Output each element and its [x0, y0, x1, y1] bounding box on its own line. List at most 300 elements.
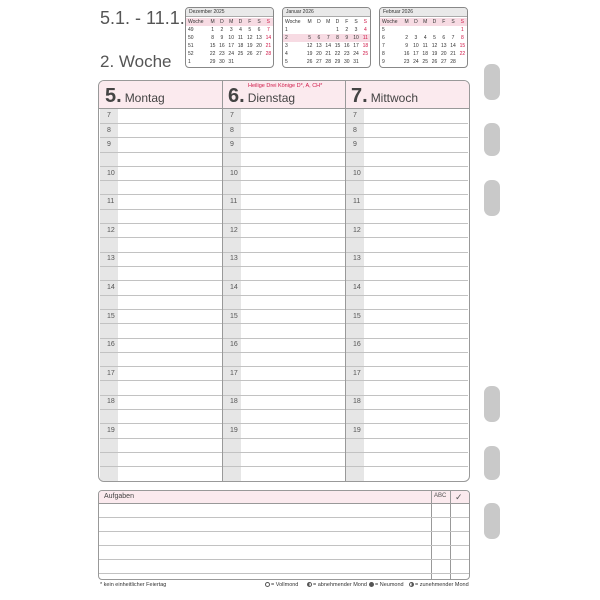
ruled-line	[100, 380, 222, 381]
week-number-cell: 6	[382, 35, 385, 41]
day-cell: D	[317, 19, 321, 25]
footnote: * kein einheitlicher Feiertag	[100, 582, 167, 588]
waxing-moon-icon	[409, 582, 414, 587]
day-cell: 13	[316, 43, 322, 49]
ruled-line	[100, 252, 222, 253]
day-cell: M	[307, 19, 312, 25]
hour-label: 8	[353, 127, 357, 134]
week-number-cell: 1	[188, 59, 191, 65]
day-cell: 27	[440, 59, 447, 65]
week-number-cell: 8	[382, 51, 385, 57]
day-cell	[421, 26, 430, 34]
week-number-cell: 9	[382, 59, 385, 65]
hour-label: 10	[230, 169, 238, 177]
day-cell: 3	[229, 27, 233, 33]
tasks-header	[99, 491, 469, 504]
day-cell: 20	[316, 51, 322, 57]
day-title	[105, 85, 165, 108]
week-planner	[98, 80, 470, 482]
hour-label: 12	[107, 226, 115, 234]
day-cell: S	[354, 19, 358, 25]
task-line[interactable]	[99, 531, 469, 532]
week-number-cell: Woche	[380, 18, 402, 26]
day-cell: 1	[460, 27, 464, 33]
day-cell: D	[430, 18, 439, 26]
week-number-cell: 7	[382, 43, 385, 49]
day-cell: 13	[256, 35, 262, 41]
day-cell: 27	[316, 59, 322, 65]
day-cell: 27	[256, 51, 262, 57]
day-cell: 18	[237, 43, 244, 49]
ruled-line	[100, 395, 222, 396]
ruled-line	[346, 395, 468, 396]
ruled-line	[346, 152, 468, 153]
day-cell: 29	[334, 59, 341, 65]
column-divider	[431, 491, 432, 579]
ruled-line	[346, 295, 468, 296]
column-divider	[222, 81, 223, 481]
ruled-line	[100, 438, 222, 439]
hour-label: 11	[107, 198, 115, 206]
day-cell	[402, 26, 411, 34]
day-cell: 11	[361, 34, 370, 42]
ruled-line	[100, 223, 222, 224]
day-cell: 14	[325, 43, 331, 49]
ruled-line	[346, 309, 468, 310]
ruled-line	[223, 123, 345, 124]
ruled-line	[100, 295, 222, 296]
day-cell: 4	[239, 27, 242, 33]
day-cell: 15	[334, 43, 341, 49]
ruled-line	[346, 280, 468, 281]
day-cell: 19	[306, 51, 313, 57]
ruled-line	[100, 166, 222, 167]
day-cell: 25	[362, 51, 369, 57]
hour-label: 8	[107, 127, 111, 134]
hour-label: 18	[353, 398, 361, 406]
ruled-line	[346, 223, 468, 224]
ruled-line	[346, 252, 468, 253]
ruled-line	[346, 194, 468, 195]
day-cell: M	[326, 19, 331, 25]
column-divider	[345, 81, 346, 481]
day-cell: 17	[228, 43, 234, 49]
hour-label: 19	[230, 427, 238, 434]
ruled-line	[346, 466, 468, 467]
day-cell: S	[264, 18, 273, 26]
ruled-line	[223, 438, 345, 439]
day-cell: 24	[228, 51, 234, 57]
day-number: 7.	[351, 85, 368, 107]
hour-label: 9	[230, 141, 234, 148]
day-cell: 2	[405, 35, 409, 41]
day-cell	[458, 58, 467, 66]
index-tab[interactable]	[484, 64, 500, 100]
hour-label: 11	[353, 198, 361, 206]
ruled-line	[223, 338, 345, 339]
day-cell: 10	[228, 35, 234, 41]
ruled-line	[223, 180, 345, 181]
day-cell: 22	[334, 51, 341, 57]
ruled-line	[223, 295, 345, 296]
hour-label: 15	[353, 312, 361, 320]
ruled-line	[100, 152, 222, 153]
week-number-cell: 50	[188, 35, 194, 41]
day-cell: 13	[440, 43, 447, 49]
ruled-line	[223, 395, 345, 396]
day-cell: 16	[403, 51, 410, 57]
ruled-line	[223, 366, 345, 367]
ruled-line	[100, 423, 222, 424]
day-cell: 26	[431, 59, 438, 65]
day-cell: S	[254, 18, 263, 26]
day-cell: 3	[354, 27, 358, 33]
day-cell: 1	[336, 27, 339, 33]
week-label: 2. Woche	[100, 52, 172, 71]
ruled-line	[223, 194, 345, 195]
day-cell: 9	[220, 35, 224, 41]
mini-calendar	[185, 7, 274, 68]
hour-label: 10	[107, 169, 115, 177]
task-line[interactable]	[99, 559, 469, 560]
day-cell: 16	[343, 43, 350, 49]
ruled-line	[223, 452, 345, 453]
ruled-line	[223, 266, 345, 267]
task-line[interactable]	[99, 573, 469, 574]
date-range: 5.1. - 11.1.	[100, 8, 185, 28]
day-cell: 28	[450, 59, 456, 65]
day-cell: 21	[265, 43, 272, 49]
day-name: Dienstag	[247, 91, 296, 105]
day-cell	[236, 58, 245, 66]
day-cell: S	[458, 18, 467, 26]
index-tab[interactable]	[484, 123, 500, 156]
priority-column-label: ABC	[434, 493, 447, 499]
legend-label: = Vollmond	[271, 582, 299, 588]
day-cell: 5	[248, 27, 252, 33]
column-divider	[450, 491, 451, 579]
task-line[interactable]	[99, 517, 469, 518]
ruled-line	[346, 338, 468, 339]
ruled-line	[100, 323, 222, 324]
ruled-line	[346, 266, 468, 267]
day-cell: 14	[265, 35, 272, 41]
hour-label: 7	[230, 112, 234, 119]
day-cell: 11	[237, 35, 244, 41]
day-cell	[305, 26, 314, 34]
ruled-line	[223, 309, 345, 310]
day-cell: D	[236, 18, 245, 26]
check-icon: ✓	[455, 492, 463, 502]
legend-label: = zunehmender Mond	[415, 582, 469, 588]
day-cell	[264, 58, 273, 66]
day-cell: 10	[353, 35, 359, 41]
hour-label: 18	[107, 398, 115, 406]
day-cell: 7	[451, 35, 455, 41]
ruled-line	[223, 237, 345, 238]
day-cell: 2	[345, 27, 349, 33]
ruled-line	[100, 237, 222, 238]
hour-label: 14	[107, 284, 115, 291]
day-cell: 23	[219, 51, 225, 57]
index-tab[interactable]	[484, 386, 500, 422]
hour-label: 14	[230, 284, 238, 291]
ruled-line	[346, 380, 468, 381]
hour-label: 12	[353, 226, 361, 234]
ruled-line	[100, 352, 222, 353]
ruled-line	[346, 452, 468, 453]
day-cell: 20	[256, 43, 262, 49]
ruled-line	[223, 252, 345, 253]
day-cell: 22	[459, 51, 466, 57]
day-cell: 23	[343, 51, 350, 57]
hour-label: 13	[230, 255, 238, 263]
hour-label: 19	[107, 427, 115, 434]
week-number-cell: 5	[285, 59, 288, 65]
day-cell: F	[439, 18, 448, 26]
day-cell	[245, 58, 254, 66]
hour-label: 16	[353, 341, 361, 349]
day-cell	[448, 26, 457, 34]
ruled-line	[223, 352, 345, 353]
day-cell: 26	[306, 59, 313, 65]
ruled-line	[100, 209, 222, 210]
day-cell: 9	[405, 43, 409, 49]
day-cell: 24	[353, 51, 359, 57]
ruled-line	[223, 209, 345, 210]
index-tab[interactable]	[484, 503, 500, 539]
ruled-line	[346, 438, 468, 439]
day-cell: 14	[450, 43, 456, 49]
hour-label: 19	[353, 427, 361, 434]
day-cell: 3	[414, 35, 418, 41]
day-cell	[439, 26, 448, 34]
ruled-line	[346, 209, 468, 210]
hour-label: 14	[353, 284, 361, 291]
legend-waning-moon	[307, 582, 367, 588]
day-cell: 4	[423, 35, 427, 41]
day-cell: 20	[440, 51, 447, 57]
task-line[interactable]	[99, 545, 469, 546]
ruled-line	[100, 266, 222, 267]
hour-label: 17	[230, 369, 238, 377]
ruled-line	[100, 123, 222, 124]
week-number-cell: 1	[285, 27, 288, 33]
ruled-line	[223, 137, 345, 138]
day-title	[351, 85, 418, 108]
hour-label: 11	[230, 198, 238, 206]
ruled-line	[223, 423, 345, 424]
ruled-line	[346, 423, 468, 424]
day-cell: 2	[220, 27, 224, 33]
tasks-label: Aufgaben	[104, 493, 134, 500]
ruled-line	[223, 280, 345, 281]
ruled-line	[223, 380, 345, 381]
ruled-line	[100, 280, 222, 281]
new-moon-icon	[369, 582, 374, 587]
hour-label: 16	[230, 341, 238, 349]
day-number: 6.	[228, 85, 245, 107]
day-cell: 19	[431, 51, 438, 57]
day-cell: 17	[413, 51, 419, 57]
legend-label: = Neumond	[375, 582, 404, 588]
day-cell: 16	[219, 43, 225, 49]
hour-label: 10	[353, 169, 361, 177]
day-cell	[430, 26, 439, 34]
ruled-line	[346, 180, 468, 181]
hour-label: 7	[353, 112, 357, 119]
index-tab[interactable]	[484, 180, 500, 216]
day-cell: D	[335, 19, 340, 25]
day-cell	[411, 26, 420, 34]
hour-label: 9	[107, 141, 111, 148]
hour-label: 17	[107, 369, 115, 377]
day-cell: 29	[209, 59, 216, 65]
ruled-line	[346, 237, 468, 238]
hour-label: 13	[353, 255, 361, 263]
day-name: Mittwoch	[370, 91, 419, 105]
day-cell	[254, 58, 263, 66]
ruled-line	[100, 366, 222, 367]
week-number-cell: 2	[283, 34, 305, 42]
mini-calendar-title: Februar 2026	[380, 8, 467, 17]
ruled-line	[346, 352, 468, 353]
ruled-line	[100, 180, 222, 181]
day-cell: 9	[342, 34, 351, 42]
full-moon-icon	[265, 582, 270, 587]
ruled-line	[346, 123, 468, 124]
legend-waxing-moon	[409, 582, 469, 588]
day-cell: 31	[228, 59, 234, 65]
ruled-line	[100, 338, 222, 339]
day-cell: 31	[353, 59, 359, 65]
legend-label: = abnehmender Mond	[313, 582, 367, 588]
week-number-cell: Woche	[285, 19, 301, 25]
day-cell: 5	[433, 35, 436, 41]
ruled-line	[100, 137, 222, 138]
day-cell: M	[402, 18, 411, 26]
hour-label: 18	[230, 398, 238, 406]
day-cell: 30	[219, 59, 225, 65]
day-cell: 18	[422, 51, 428, 57]
day-cell: S	[363, 19, 368, 25]
day-cell: 7	[266, 27, 270, 33]
hour-label: 16	[107, 341, 115, 349]
day-cell: 7	[324, 34, 333, 42]
ruled-line	[100, 194, 222, 195]
day-cell: 25	[422, 59, 428, 65]
day-cell: D	[411, 18, 420, 26]
hour-label: 9	[353, 141, 357, 148]
day-cell: 24	[413, 59, 419, 65]
day-cell	[314, 26, 323, 34]
day-cell: 15	[459, 43, 466, 49]
day-cell: 1	[211, 27, 215, 33]
day-cell: 6	[257, 27, 261, 33]
day-cell: M	[208, 18, 217, 26]
legend-new-moon	[369, 582, 404, 588]
day-cell: F	[245, 18, 254, 26]
ruled-line	[346, 409, 468, 410]
day-cell: 6	[314, 34, 323, 42]
legend-full-moon	[265, 582, 298, 588]
ruled-line	[223, 409, 345, 410]
ruled-line	[223, 166, 345, 167]
day-cell: 10	[413, 43, 419, 49]
mini-calendar-title: Januar 2026	[283, 8, 370, 17]
ruled-line	[223, 223, 345, 224]
day-cell: 8	[333, 34, 342, 42]
day-cell: 5	[305, 34, 314, 42]
day-cell: M	[227, 18, 236, 26]
day-number: 5.	[105, 85, 122, 107]
day-cell: M	[421, 18, 430, 26]
ruled-line	[346, 166, 468, 167]
day-cell: D	[217, 18, 226, 26]
day-cell: 15	[209, 43, 216, 49]
day-cell: F	[345, 19, 349, 25]
week-number-cell: 49	[188, 27, 194, 33]
hour-label: 7	[107, 112, 111, 119]
mini-calendar	[379, 7, 468, 68]
day-cell: 23	[403, 59, 410, 65]
week-number-cell: 52	[188, 51, 194, 57]
mini-calendar-title: Dezember 2025	[186, 8, 273, 17]
ruled-line	[223, 152, 345, 153]
week-number-cell: 3	[285, 43, 288, 49]
day-cell: 22	[209, 51, 216, 57]
day-cell: 28	[265, 51, 272, 57]
hour-label: 8	[230, 127, 234, 134]
week-number-cell: Woche	[186, 18, 208, 26]
day-name: Montag	[124, 91, 165, 105]
day-title	[228, 85, 295, 108]
day-cell: S	[448, 18, 457, 26]
day-cell: 25	[237, 51, 244, 57]
day-cell: 12	[246, 35, 253, 41]
ruled-line	[223, 466, 345, 467]
ruled-line	[100, 409, 222, 410]
ruled-line	[346, 137, 468, 138]
hour-label: 12	[230, 226, 238, 234]
waning-moon-icon	[307, 582, 312, 587]
day-cell: 6	[442, 35, 446, 41]
ruled-line	[223, 323, 345, 324]
day-cell: 18	[362, 43, 369, 49]
day-cell: 21	[325, 51, 331, 57]
tasks-box	[98, 490, 470, 580]
day-cell: 12	[431, 43, 438, 49]
day-cell: 26	[246, 51, 253, 57]
day-cell: 19	[246, 43, 253, 49]
day-cell: 17	[353, 43, 359, 49]
ruled-line	[346, 323, 468, 324]
day-cell: 21	[450, 51, 456, 57]
day-cell: 12	[306, 43, 313, 49]
hour-label: 17	[353, 369, 361, 377]
day-cell: 28	[325, 59, 331, 65]
ruled-line	[100, 309, 222, 310]
ruled-line	[346, 366, 468, 367]
index-tab[interactable]	[484, 446, 500, 480]
holiday-note: Heilige Drei Könige D*, A, CH*	[248, 83, 323, 89]
day-cell: 11	[422, 43, 428, 49]
ruled-line	[100, 452, 222, 453]
day-cell	[324, 26, 333, 34]
hour-label: 15	[107, 312, 115, 320]
ruled-line	[100, 466, 222, 467]
day-cell: 8	[211, 35, 215, 41]
